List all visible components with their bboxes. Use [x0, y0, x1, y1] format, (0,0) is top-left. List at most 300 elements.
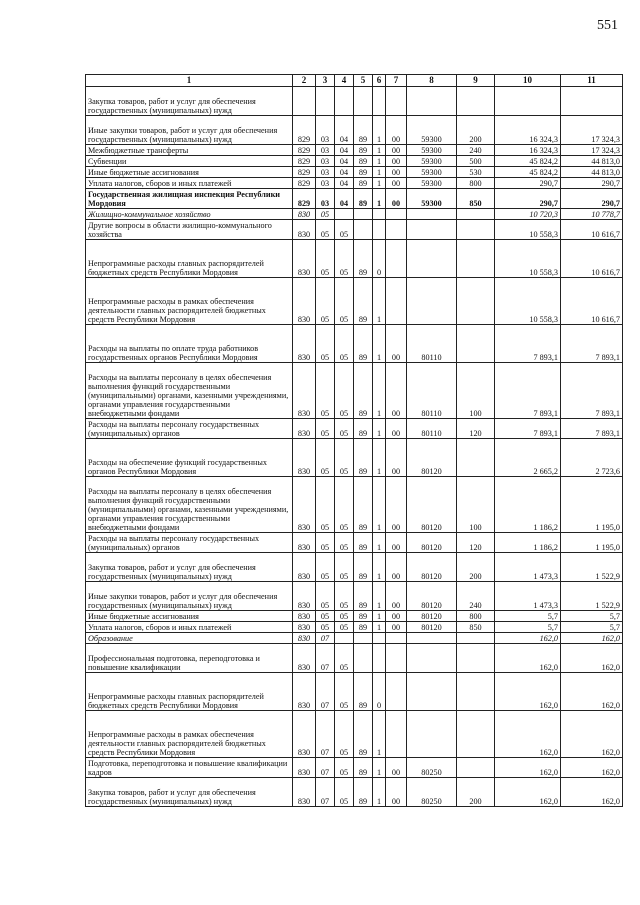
- admin-code-cell: 829: [293, 145, 316, 156]
- table-row: [86, 189, 623, 209]
- table-row: [86, 673, 623, 711]
- target-article-cell: 80110: [407, 419, 457, 439]
- admin-code-cell: 830: [293, 209, 316, 220]
- expense-type-cell: [457, 220, 495, 240]
- direction-cell: 00: [386, 145, 407, 156]
- subprogram-cell: 1: [373, 167, 386, 178]
- amount-year-2-cell: 44 813,0: [561, 156, 623, 167]
- amount-year-2-cell: 17 324,3: [561, 145, 623, 156]
- target-article-cell: 80250: [407, 758, 457, 778]
- amount-year-2-cell: 7 893,1: [561, 419, 623, 439]
- amount-year-2-cell: 162,0: [561, 673, 623, 711]
- subprogram-cell: [373, 220, 386, 240]
- row-name-cell: Образование: [86, 633, 293, 644]
- target-article-cell: 59300: [407, 145, 457, 156]
- target-article-cell: 80250: [407, 778, 457, 807]
- subprogram-cell: [373, 644, 386, 673]
- direction-cell: [386, 240, 407, 278]
- amount-year-2-cell: 10 616,7: [561, 240, 623, 278]
- section-cell: 05: [316, 220, 335, 240]
- amount-year-2-cell: 10 778,7: [561, 209, 623, 220]
- column-header: 1: [86, 75, 293, 87]
- row-name-cell: Государственная жилищная инспекция Республики Мордовия: [86, 189, 293, 209]
- admin-code-cell: 830: [293, 778, 316, 807]
- amount-year-1-cell: 290,7: [495, 189, 561, 209]
- amount-year-1-cell: 1 186,2: [495, 533, 561, 553]
- subsection-cell: 05: [335, 220, 354, 240]
- amount-year-1-cell: 1 473,3: [495, 582, 561, 611]
- section-cell: 03: [316, 116, 335, 145]
- admin-code-cell: 829: [293, 178, 316, 189]
- program-cell: 89: [354, 325, 373, 363]
- subsection-cell: 04: [335, 167, 354, 178]
- target-article-cell: [407, 673, 457, 711]
- table-header-row: [86, 75, 623, 87]
- amount-year-2-cell: 290,7: [561, 189, 623, 209]
- direction-cell: 00: [386, 582, 407, 611]
- amount-year-2-cell: 10 616,7: [561, 220, 623, 240]
- subsection-cell: 05: [335, 278, 354, 325]
- subsection-cell: [335, 633, 354, 644]
- program-cell: 89: [354, 711, 373, 758]
- table-row: [86, 87, 623, 116]
- amount-year-1-cell: 162,0: [495, 778, 561, 807]
- direction-cell: 00: [386, 325, 407, 363]
- expense-type-cell: [457, 633, 495, 644]
- subprogram-cell: 1: [373, 325, 386, 363]
- admin-code-cell: 830: [293, 533, 316, 553]
- table-row: [86, 711, 623, 758]
- section-cell: 03: [316, 167, 335, 178]
- amount-year-1-cell: 162,0: [495, 758, 561, 778]
- section-cell: 05: [316, 611, 335, 622]
- direction-cell: [386, 673, 407, 711]
- direction-cell: [386, 209, 407, 220]
- admin-code-cell: 830: [293, 553, 316, 582]
- section-cell: 05: [316, 622, 335, 633]
- program-cell: [354, 644, 373, 673]
- amount-year-2-cell: 7 893,1: [561, 325, 623, 363]
- amount-year-2-cell: 162,0: [561, 644, 623, 673]
- target-article-cell: 80120: [407, 582, 457, 611]
- program-cell: [354, 87, 373, 116]
- section-cell: 03: [316, 145, 335, 156]
- subsection-cell: 05: [335, 419, 354, 439]
- direction-cell: 00: [386, 533, 407, 553]
- direction-cell: 00: [386, 439, 407, 477]
- row-name-cell: Расходы на обеспечение функций государственных органов Республики Мордовия: [86, 439, 293, 477]
- program-cell: 89: [354, 758, 373, 778]
- expense-type-cell: 800: [457, 178, 495, 189]
- direction-cell: 00: [386, 477, 407, 533]
- row-name-cell: Непрограммные расходы главных распорядителей бюджетных средств Республики Мордовия: [86, 240, 293, 278]
- row-name-cell: Субвенции: [86, 156, 293, 167]
- subsection-cell: 04: [335, 178, 354, 189]
- budget-table: [85, 74, 623, 807]
- amount-year-1-cell: 2 665,2: [495, 439, 561, 477]
- subsection-cell: [335, 87, 354, 116]
- amount-year-1-cell: 1 186,2: [495, 477, 561, 533]
- table-row: [86, 611, 623, 622]
- section-cell: 07: [316, 758, 335, 778]
- section-cell: 05: [316, 553, 335, 582]
- subsection-cell: 05: [335, 477, 354, 533]
- table-row: [86, 778, 623, 807]
- expense-type-cell: [457, 325, 495, 363]
- section-cell: 05: [316, 582, 335, 611]
- section-cell: 05: [316, 363, 335, 419]
- direction-cell: 00: [386, 611, 407, 622]
- admin-code-cell: 829: [293, 156, 316, 167]
- admin-code-cell: 830: [293, 633, 316, 644]
- admin-code-cell: 830: [293, 582, 316, 611]
- admin-code-cell: 829: [293, 189, 316, 209]
- target-article-cell: 80120: [407, 533, 457, 553]
- section-cell: 03: [316, 189, 335, 209]
- target-article-cell: 59300: [407, 156, 457, 167]
- amount-year-2-cell: 5,7: [561, 622, 623, 633]
- column-header: 10: [495, 75, 561, 87]
- direction-cell: [386, 711, 407, 758]
- amount-year-1-cell: 1 473,3: [495, 553, 561, 582]
- program-cell: 89: [354, 156, 373, 167]
- direction-cell: 00: [386, 419, 407, 439]
- program-cell: 89: [354, 778, 373, 807]
- column-header: 4: [335, 75, 354, 87]
- table-row: [86, 477, 623, 533]
- subprogram-cell: [373, 633, 386, 644]
- subprogram-cell: 1: [373, 622, 386, 633]
- subprogram-cell: 1: [373, 278, 386, 325]
- table-row: [86, 758, 623, 778]
- row-name-cell: Расходы на выплаты персоналу государственных (муниципальных) органов: [86, 533, 293, 553]
- program-cell: [354, 220, 373, 240]
- admin-code-cell: [293, 87, 316, 116]
- column-header: 3: [316, 75, 335, 87]
- subprogram-cell: [373, 87, 386, 116]
- subsection-cell: 05: [335, 553, 354, 582]
- amount-year-1-cell: 45 824,2: [495, 156, 561, 167]
- subprogram-cell: 1: [373, 189, 386, 209]
- row-name-cell: Другие вопросы в области жилищно-коммунального хозяйства: [86, 220, 293, 240]
- target-article-cell: 80120: [407, 611, 457, 622]
- row-name-cell: Уплата налогов, сборов и иных платежей: [86, 622, 293, 633]
- amount-year-1-cell: 16 324,3: [495, 145, 561, 156]
- admin-code-cell: 830: [293, 363, 316, 419]
- subsection-cell: 05: [335, 240, 354, 278]
- column-header: 6: [373, 75, 386, 87]
- direction-cell: 00: [386, 622, 407, 633]
- subprogram-cell: 1: [373, 711, 386, 758]
- amount-year-2-cell: 1 522,9: [561, 582, 623, 611]
- program-cell: 89: [354, 240, 373, 278]
- subprogram-cell: 1: [373, 439, 386, 477]
- expense-type-cell: 800: [457, 611, 495, 622]
- subsection-cell: 05: [335, 711, 354, 758]
- admin-code-cell: 830: [293, 220, 316, 240]
- admin-code-cell: 830: [293, 240, 316, 278]
- table-row: [86, 278, 623, 325]
- target-article-cell: 59300: [407, 116, 457, 145]
- admin-code-cell: 829: [293, 116, 316, 145]
- program-cell: 89: [354, 673, 373, 711]
- direction-cell: 00: [386, 363, 407, 419]
- subprogram-cell: 1: [373, 778, 386, 807]
- table-row: [86, 633, 623, 644]
- amount-year-1-cell: 7 893,1: [495, 419, 561, 439]
- table-row: [86, 363, 623, 419]
- section-cell: 07: [316, 711, 335, 758]
- subsection-cell: 04: [335, 145, 354, 156]
- direction-cell: 00: [386, 167, 407, 178]
- direction-cell: [386, 278, 407, 325]
- admin-code-cell: 830: [293, 611, 316, 622]
- amount-year-2-cell: 1 522,9: [561, 553, 623, 582]
- expense-type-cell: 200: [457, 116, 495, 145]
- subprogram-cell: 1: [373, 611, 386, 622]
- section-cell: 07: [316, 778, 335, 807]
- amount-year-2-cell: 1 195,0: [561, 477, 623, 533]
- expense-type-cell: 500: [457, 156, 495, 167]
- column-header: 2: [293, 75, 316, 87]
- expense-type-cell: 850: [457, 622, 495, 633]
- expense-type-cell: 100: [457, 477, 495, 533]
- target-article-cell: [407, 240, 457, 278]
- target-article-cell: 80110: [407, 325, 457, 363]
- section-cell: 05: [316, 240, 335, 278]
- section-cell: 07: [316, 673, 335, 711]
- column-header: 7: [386, 75, 407, 87]
- expense-type-cell: [457, 644, 495, 673]
- section-cell: 05: [316, 439, 335, 477]
- table-row: [86, 325, 623, 363]
- amount-year-1-cell: 162,0: [495, 711, 561, 758]
- target-article-cell: [407, 711, 457, 758]
- target-article-cell: 59300: [407, 167, 457, 178]
- program-cell: 89: [354, 145, 373, 156]
- row-name-cell: Закупка товаров, работ и услуг для обеспечения государственных (муниципальных) нужд: [86, 553, 293, 582]
- amount-year-1-cell: [495, 87, 561, 116]
- program-cell: 89: [354, 189, 373, 209]
- table-row: [86, 145, 623, 156]
- row-name-cell: Закупка товаров, работ и услуг для обеспечения государственных (муниципальных) нужд: [86, 778, 293, 807]
- subsection-cell: 05: [335, 758, 354, 778]
- amount-year-1-cell: 5,7: [495, 611, 561, 622]
- target-article-cell: [407, 633, 457, 644]
- subsection-cell: 05: [335, 673, 354, 711]
- expense-type-cell: [457, 711, 495, 758]
- subprogram-cell: 1: [373, 758, 386, 778]
- amount-year-1-cell: 10 558,3: [495, 278, 561, 325]
- amount-year-1-cell: 10 558,3: [495, 240, 561, 278]
- table-row: [86, 419, 623, 439]
- target-article-cell: 80110: [407, 363, 457, 419]
- amount-year-2-cell: 5,7: [561, 611, 623, 622]
- program-cell: 89: [354, 419, 373, 439]
- expense-type-cell: [457, 758, 495, 778]
- amount-year-2-cell: 7 893,1: [561, 363, 623, 419]
- page-number: 551: [597, 18, 618, 33]
- direction-cell: [386, 87, 407, 116]
- column-header: 5: [354, 75, 373, 87]
- direction-cell: 00: [386, 553, 407, 582]
- direction-cell: 00: [386, 116, 407, 145]
- row-name-cell: Подготовка, переподготовка и повышение квалификации кадров: [86, 758, 293, 778]
- row-name-cell: Расходы на выплаты персоналу государственных (муниципальных) органов: [86, 419, 293, 439]
- amount-year-1-cell: 5,7: [495, 622, 561, 633]
- row-name-cell: Расходы на выплаты по оплате труда работников государственных органов Республики Мордовия: [86, 325, 293, 363]
- row-name-cell: Иные закупки товаров, работ и услуг для обеспечения государственных (муниципальных) нужд: [86, 582, 293, 611]
- table-row: [86, 622, 623, 633]
- subprogram-cell: 1: [373, 145, 386, 156]
- row-name-cell: Непрограммные расходы в рамках обеспечения деятельности главных распорядителей бюджетных средств Республики Мордовия: [86, 278, 293, 325]
- target-article-cell: 80120: [407, 553, 457, 582]
- table-row: [86, 167, 623, 178]
- subsection-cell: 04: [335, 156, 354, 167]
- subprogram-cell: [373, 209, 386, 220]
- column-header: 8: [407, 75, 457, 87]
- subsection-cell: 05: [335, 533, 354, 553]
- program-cell: 89: [354, 116, 373, 145]
- expense-type-cell: 120: [457, 533, 495, 553]
- admin-code-cell: 830: [293, 673, 316, 711]
- admin-code-cell: 830: [293, 758, 316, 778]
- expense-type-cell: 530: [457, 167, 495, 178]
- subprogram-cell: 1: [373, 419, 386, 439]
- subprogram-cell: 1: [373, 553, 386, 582]
- amount-year-2-cell: 17 324,3: [561, 116, 623, 145]
- section-cell: [316, 87, 335, 116]
- subsection-cell: 05: [335, 439, 354, 477]
- target-article-cell: 59300: [407, 178, 457, 189]
- subsection-cell: 05: [335, 778, 354, 807]
- table-row: [86, 240, 623, 278]
- row-name-cell: Расходы на выплаты персоналу в целях обеспечения выполнения функций государственными (муниципальными) органами, казенными учреждениями, органами управления государственными внебюджетными фондами: [86, 477, 293, 533]
- program-cell: 89: [354, 611, 373, 622]
- row-name-cell: Иные бюджетные ассигнования: [86, 611, 293, 622]
- expense-type-cell: [457, 439, 495, 477]
- table-row: [86, 178, 623, 189]
- table-row: [86, 116, 623, 145]
- row-name-cell: Иные бюджетные ассигнования: [86, 167, 293, 178]
- table-row: [86, 533, 623, 553]
- table-row: [86, 439, 623, 477]
- subprogram-cell: 1: [373, 363, 386, 419]
- column-header: 11: [561, 75, 623, 87]
- subprogram-cell: 1: [373, 533, 386, 553]
- program-cell: 89: [354, 477, 373, 533]
- subprogram-cell: 1: [373, 156, 386, 167]
- section-cell: 05: [316, 278, 335, 325]
- row-name-cell: Уплата налогов, сборов и иных платежей: [86, 178, 293, 189]
- direction-cell: [386, 644, 407, 673]
- section-cell: 05: [316, 209, 335, 220]
- section-cell: 05: [316, 533, 335, 553]
- amount-year-1-cell: 45 824,2: [495, 167, 561, 178]
- subprogram-cell: 1: [373, 582, 386, 611]
- amount-year-1-cell: 162,0: [495, 673, 561, 711]
- target-article-cell: 80120: [407, 477, 457, 533]
- amount-year-1-cell: 7 893,1: [495, 363, 561, 419]
- amount-year-2-cell: 162,0: [561, 758, 623, 778]
- row-name-cell: Жилищно-коммунальное хозяйство: [86, 209, 293, 220]
- target-article-cell: 59300: [407, 189, 457, 209]
- section-cell: 03: [316, 178, 335, 189]
- table-row: [86, 553, 623, 582]
- direction-cell: [386, 633, 407, 644]
- subprogram-cell: 1: [373, 116, 386, 145]
- amount-year-2-cell: 162,0: [561, 778, 623, 807]
- table-row: [86, 582, 623, 611]
- amount-year-1-cell: 10 558,3: [495, 220, 561, 240]
- subsection-cell: 04: [335, 116, 354, 145]
- subprogram-cell: 1: [373, 178, 386, 189]
- target-article-cell: 80120: [407, 439, 457, 477]
- expense-type-cell: 200: [457, 778, 495, 807]
- table-row: [86, 644, 623, 673]
- admin-code-cell: 830: [293, 644, 316, 673]
- subprogram-cell: 0: [373, 240, 386, 278]
- section-cell: 05: [316, 419, 335, 439]
- table-row: [86, 156, 623, 167]
- admin-code-cell: 830: [293, 278, 316, 325]
- direction-cell: 00: [386, 156, 407, 167]
- program-cell: 89: [354, 178, 373, 189]
- admin-code-cell: 830: [293, 711, 316, 758]
- amount-year-1-cell: 7 893,1: [495, 325, 561, 363]
- table-row: [86, 220, 623, 240]
- subsection-cell: 05: [335, 582, 354, 611]
- program-cell: 89: [354, 278, 373, 325]
- row-name-cell: Иные закупки товаров, работ и услуг для обеспечения государственных (муниципальных) нужд: [86, 116, 293, 145]
- expense-type-cell: [457, 240, 495, 278]
- program-cell: 89: [354, 167, 373, 178]
- target-article-cell: [407, 220, 457, 240]
- row-name-cell: Расходы на выплаты персоналу в целях обеспечения выполнения функций государственными (муниципальными) органами, казенными учреждениями, органами управления государственными внебюджетными фондами: [86, 363, 293, 419]
- program-cell: 89: [354, 582, 373, 611]
- expense-type-cell: 240: [457, 145, 495, 156]
- row-name-cell: Непрограммные расходы главных распорядителей бюджетных средств Республики Мордовия: [86, 673, 293, 711]
- target-article-cell: [407, 644, 457, 673]
- direction-cell: 00: [386, 178, 407, 189]
- subsection-cell: [335, 209, 354, 220]
- subsection-cell: 04: [335, 189, 354, 209]
- section-cell: 05: [316, 325, 335, 363]
- amount-year-2-cell: 44 813,0: [561, 167, 623, 178]
- expense-type-cell: [457, 673, 495, 711]
- row-name-cell: Межбюджетные трансферты: [86, 145, 293, 156]
- amount-year-1-cell: 16 324,3: [495, 116, 561, 145]
- target-article-cell: [407, 209, 457, 220]
- subprogram-cell: 1: [373, 477, 386, 533]
- program-cell: 89: [354, 533, 373, 553]
- section-cell: 07: [316, 633, 335, 644]
- amount-year-2-cell: 162,0: [561, 633, 623, 644]
- program-cell: 89: [354, 553, 373, 582]
- expense-type-cell: 200: [457, 553, 495, 582]
- admin-code-cell: 830: [293, 622, 316, 633]
- expense-type-cell: 850: [457, 189, 495, 209]
- admin-code-cell: 830: [293, 477, 316, 533]
- amount-year-2-cell: 10 616,7: [561, 278, 623, 325]
- amount-year-2-cell: 1 195,0: [561, 533, 623, 553]
- amount-year-2-cell: 290,7: [561, 178, 623, 189]
- row-name-cell: Профессиональная подготовка, переподготовка и повышение квалификации: [86, 644, 293, 673]
- row-name-cell: Закупка товаров, работ и услуг для обеспечения государственных (муниципальных) нужд: [86, 87, 293, 116]
- program-cell: [354, 633, 373, 644]
- expense-type-cell: 100: [457, 363, 495, 419]
- program-cell: 89: [354, 439, 373, 477]
